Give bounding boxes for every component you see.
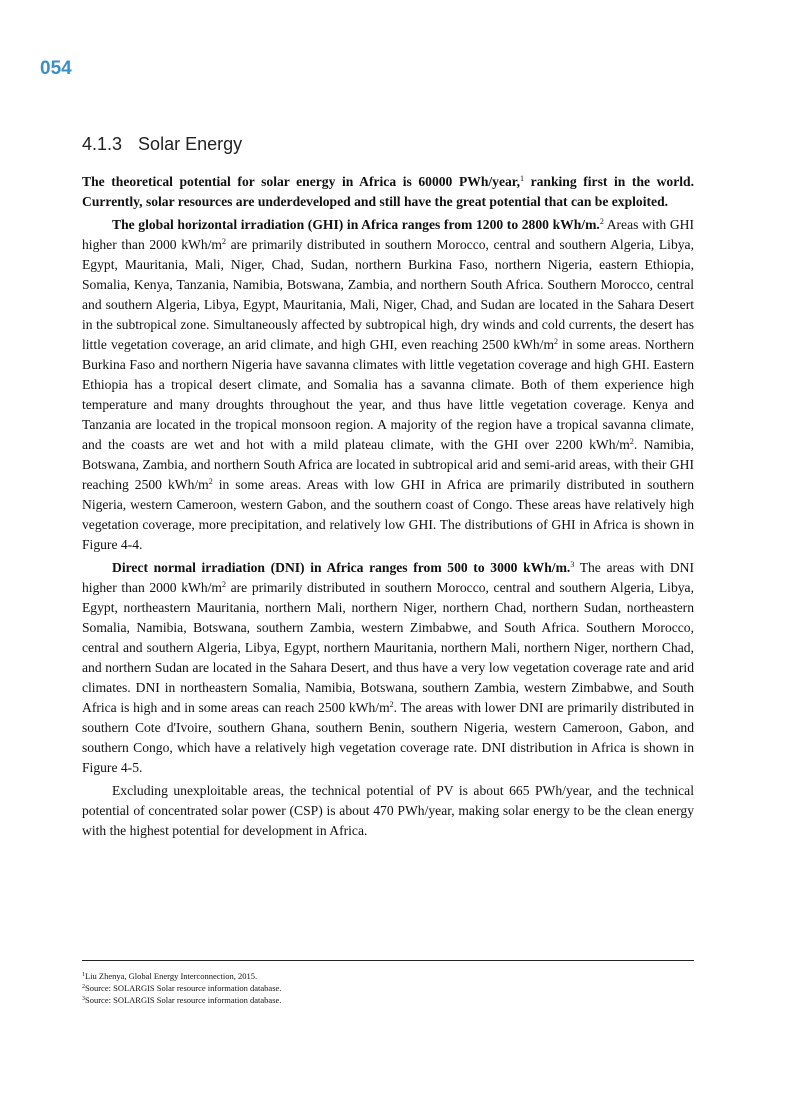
footnote-text: Source: SOLARGIS Solar resource information database. bbox=[85, 995, 282, 1005]
text: The areas with DNI higher than 2000 kWh/m bbox=[82, 560, 694, 595]
text: are primarily distributed in southern Morocco, central and southern Algeria, Libya, Egypt, Mauritania, Mali, Niger, Chad, Sudan, northern Burkina Faso, northern Nigeria, eastern Ethiopia, Somalia, Kenya, Tanzania, Namibia, Botswana, Zambia, and northern South Africa. Southern Morocco, central and southern Algeria, Libya, Egypt, Mauritania, Mali, Niger, Chad, and Sudan are located in the Sahara Desert in the subtropical zone. Simultaneously affected by subtropical high, dry winds and cold currents, the desert has little vegetation coverage, an arid climate, and high GHI, even reaching 2500 kWh/m bbox=[82, 237, 694, 352]
text: . The areas with lower DNI are primarily distributed in southern Cote d'Ivoire, southern Ghana, southern Benin, southern Nigeria, western Cameroon, Gabon, and southern Congo, which have a relatively high vegetation coverage rate. DNI distribution in Africa is shown in Figure 4-5. bbox=[82, 700, 695, 775]
paragraph bbox=[82, 558, 694, 778]
paragraph bbox=[82, 172, 694, 212]
page-number: 054 bbox=[40, 58, 72, 79]
footnote-ref: 2 bbox=[221, 580, 226, 589]
text: in some areas. Northern Burkina Faso and northern Nigeria have savanna climates with little vegetation coverage and high GHI. Eastern Ethiopia has a tropical desert climate, and Somalia has a savanna climate. Both of them experience high temperature and many droughts throughout the year, and thus have little vegetation coverage. Kenya and Tanzania are located in the tropical monsoon region. A majority of the region have a tropical savanna climate, and the coasts are wet and hot with a mild plateau climate, with the GHI over 2200 kWh/m bbox=[82, 337, 694, 452]
footnote-text: Source: SOLARGIS Solar resource information database. bbox=[85, 983, 282, 993]
bold-text: The theoretical potential for solar energy in Africa is 60000 PWh/year, bbox=[82, 174, 520, 189]
text: Excluding unexploitable areas, the technical potential of PV is about 665 PWh/year, and the technical potential of concentrated solar power (CSP) is about 470 PWh/year, making solar energy to be the clean energy with the highest potential for development in Africa. bbox=[82, 783, 694, 838]
body-text bbox=[82, 172, 694, 844]
paragraph bbox=[82, 781, 694, 841]
footnote bbox=[82, 994, 281, 1006]
bold-text: The global horizontal irradiation (GHI) in Africa ranges from 1200 to 2800 kWh/m. bbox=[112, 217, 600, 232]
footnote-ref: 2 bbox=[389, 700, 394, 709]
footnote-mark: 2 bbox=[82, 984, 85, 990]
footnote-ref: 2 bbox=[221, 237, 226, 246]
text: in some areas. Areas with low GHI in Africa are primarily distributed in southern Nigeria, western Cameroon, western Gabon, and the southern coast of Congo. These areas have relatively high vegetation coverage, more precipitation, and relatively low GHI. The distributions of GHI in Africa is shown in Figure 4-4. bbox=[82, 477, 694, 552]
text: . Namibia, Botswana, Zambia, and northern South Africa are located in subtropical arid and semi-arid areas, with their GHI reaching 2500 kWh/m bbox=[82, 437, 694, 492]
footnote-ref: 2 bbox=[208, 477, 213, 486]
footnote-ref: 2 bbox=[554, 337, 559, 346]
bold-text: ranking first in the world. Currently, solar resources are underdeveloped and still have the great potential that can be exploited. bbox=[82, 174, 694, 209]
text: are primarily distributed in southern Morocco, central and southern Algeria, Libya, Egypt, northeastern Mauritania, northern Mali, northern Niger, northern Chad, northern Sudan, northeastern Somalia, Namibia, Botswana, southern Zambia, western Zimbabwe, and South Africa. Southern Morocco, central and southern Algeria, Libya, Egypt, northern Mauritania, northern Mali, northern Niger, northern Chad, and northern Sudan are located in the Sahara Desert, and thus have a very low vegetation coverage rate and arid climates. DNI in northeastern Somalia, Namibia, Botswana, southern Zambia, western Zimbabwe, and South Africa is high and in some areas can reach 2500 kWh/m bbox=[82, 580, 694, 715]
paragraph bbox=[82, 215, 694, 555]
footnote-ref: 1 bbox=[520, 174, 524, 183]
footnote bbox=[82, 982, 281, 994]
section-heading bbox=[82, 134, 242, 155]
footnote-mark: 3 bbox=[82, 996, 85, 1002]
footnote bbox=[82, 970, 281, 982]
footnote-text: Liu Zhenya, Global Energy Interconnection, 2015. bbox=[85, 971, 258, 981]
text: Areas with GHI higher than 2000 kWh/m bbox=[82, 217, 694, 252]
footnote-ref: 3 bbox=[570, 560, 575, 569]
bold-text: Direct normal irradiation (DNI) in Africa ranges from 500 to 3000 kWh/m. bbox=[112, 560, 571, 575]
section-title: Solar Energy bbox=[138, 134, 243, 154]
footnote-mark: 1 bbox=[82, 972, 85, 978]
footnote-ref: 2 bbox=[599, 217, 604, 226]
section-number: 4.1.3 bbox=[82, 134, 123, 154]
footnotes bbox=[82, 970, 281, 1006]
footnote-ref: 2 bbox=[629, 437, 634, 446]
footnote-divider bbox=[82, 960, 694, 961]
